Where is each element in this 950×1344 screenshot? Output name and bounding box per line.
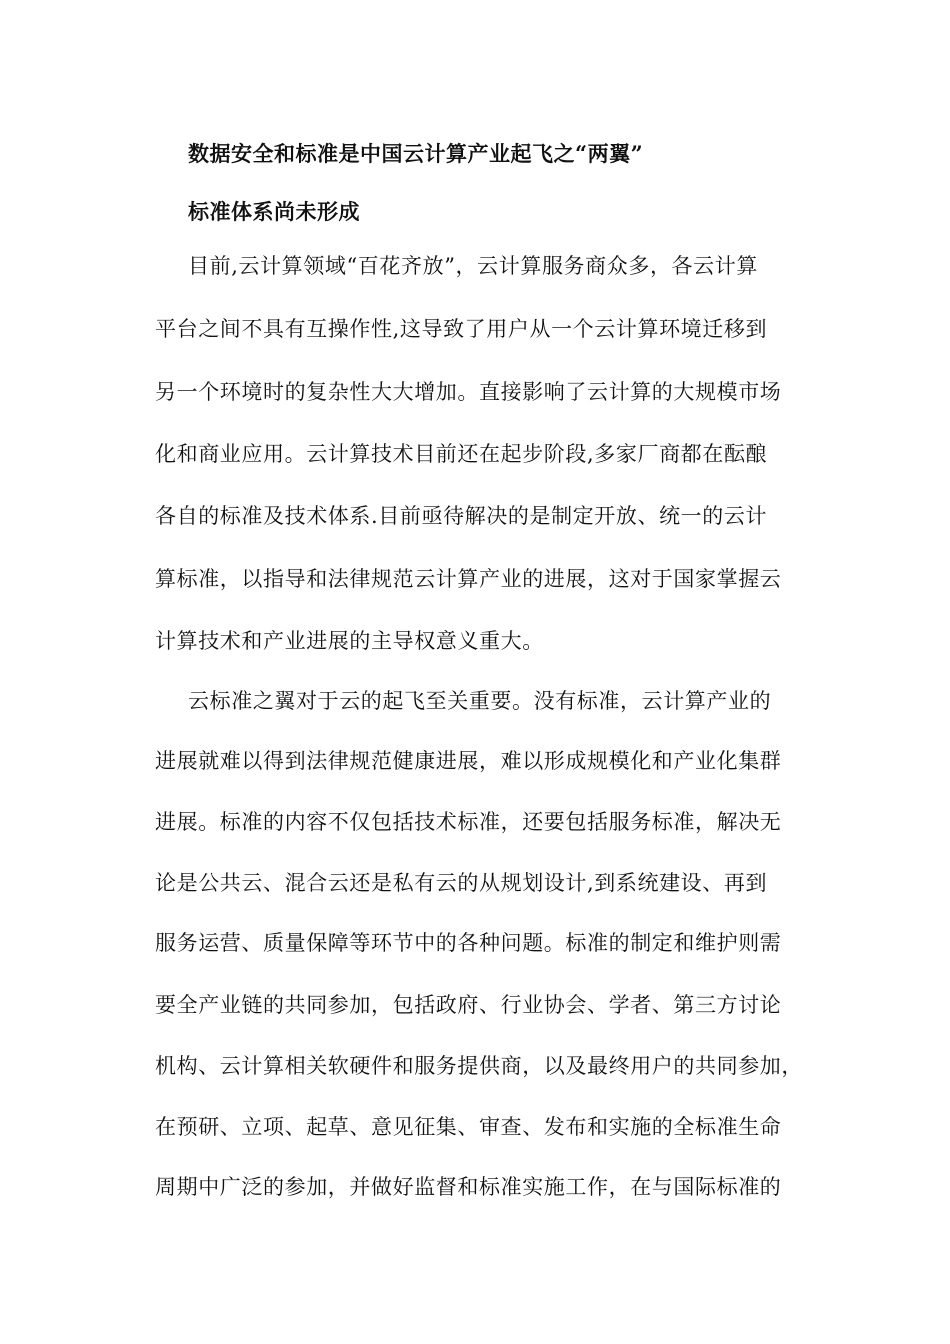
- text-line: 周期中广泛的参加，并做好监督和标准实施工作，在与国际标准的: [155, 1175, 782, 1199]
- text-line: 另一个环境时的复杂性大大增加。直接影响了云计算的大规模市场: [155, 380, 782, 404]
- text-line: 论是公共云、混合云还是私有云的从规划设计,到系统建设、再到: [155, 871, 768, 895]
- document-title: 数据安全和标准是中国云计算产业起飞之“两翼”: [188, 141, 644, 166]
- text-line: 平台之间不具有互操作性,这导致了用户从一个云计算环境迁移到: [155, 317, 768, 341]
- section-heading: 标准体系尚未形成: [188, 199, 360, 224]
- text-line: 计算技术和产业进展的主导权意义重大。: [155, 629, 544, 653]
- text-line: 云标准之翼对于云的起飞至关重要。没有标准，云计算产业的: [188, 689, 772, 713]
- text-line: 服务运营、质量保障等环节中的各种问题。标准的制定和维护则需: [155, 931, 782, 955]
- text-line: 在预研、立项、起草、意见征集、审查、发布和实施的全标准生命: [155, 1115, 782, 1139]
- text-line: 进展。标准的内容不仅包括技术标准，还要包括服务标准，解决无: [155, 810, 782, 834]
- text-line: 算标准，以指导和法律规范云计算产业的进展，这对于国家掌握云: [155, 567, 782, 591]
- text-line: 要全产业链的共同参加，包括政府、行业协会、学者、第三方讨论: [155, 993, 782, 1017]
- text-line: 各自的标准及技术体系.目前亟待解决的是制定开放、统一的云计: [155, 504, 768, 528]
- text-line: 进展就难以得到法律规范健康进展，难以形成规模化和产业化集群: [155, 749, 782, 773]
- text-line: 目前,云计算领域“百花齐放”，云计算服务商众多，各云计算: [188, 254, 758, 278]
- text-line: 化和商业应用。云计算技术目前还在起步阶段,多家厂商都在酝酿: [155, 442, 768, 466]
- text-line: 机构、云计算相关软硬件和服务提供商，以及最终用户的共同参加，: [155, 1054, 803, 1078]
